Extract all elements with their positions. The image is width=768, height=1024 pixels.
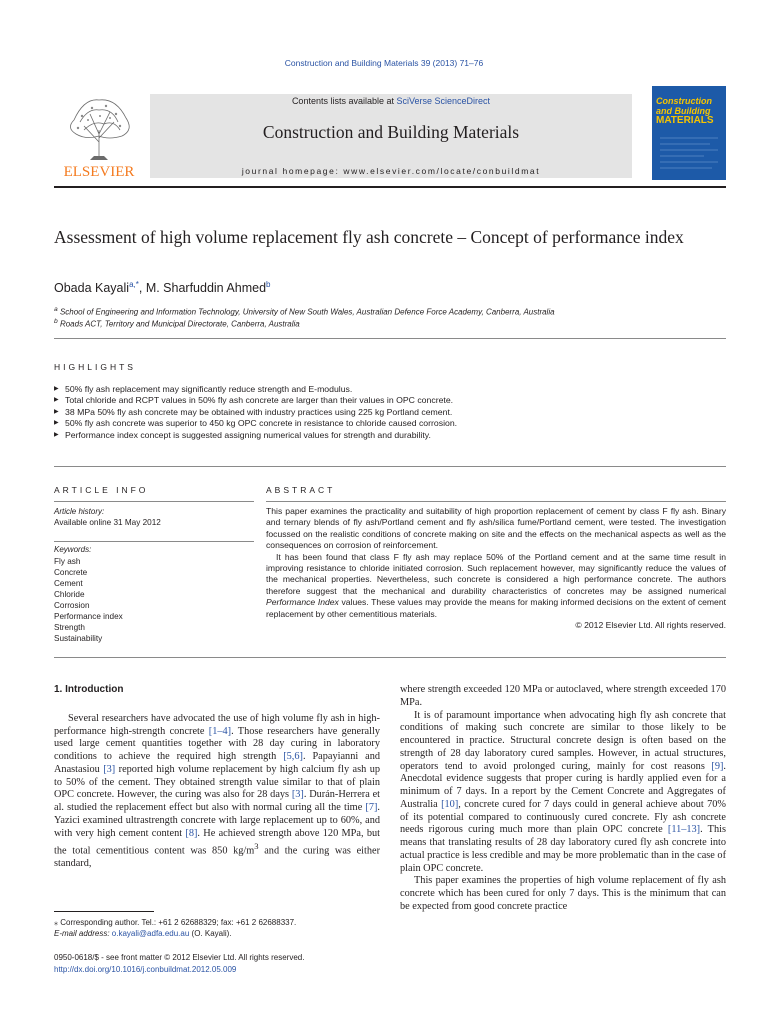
body-text: . Durán-Herrera et al. studied the replacement effect but also with normal curing all the time (54, 789, 381, 813)
body-text: It is of paramount importance when advocating high fly ash concrete that conditions of making such concrete are similar to those likely to be encountered in practice. Structural concrete design is often based on the strength of 28 day laboratory cured samples. However, in actual structures, operators tend to avoid prolonged curing, mainly for cost reasons (400, 709, 726, 772)
author-separator: , (138, 281, 146, 296)
body-text: . Yazici examined ultrastrength concrete with large replacement up to 60%, and with very high cement content (54, 802, 380, 839)
elsevier-tree-icon (54, 90, 144, 180)
highlight-item: ▶ Performance index concept is suggested assigning numerical values for strength and durability. (54, 430, 726, 441)
section-divider (54, 657, 726, 658)
affiliation-marker: b (54, 318, 58, 325)
highlight-item: ▶ 50% fly ash replacement may significantly reduce strength and E-modulus. (54, 384, 726, 395)
abstract-divider (266, 501, 726, 502)
keyword: Performance index (54, 612, 123, 621)
contents-prefix: Contents lists available at (291, 96, 397, 106)
article-history-label: Article history: (54, 507, 105, 516)
footnote-line (54, 928, 384, 939)
section-divider (54, 338, 726, 339)
body-paragraph (400, 710, 726, 876)
highlights-list (54, 384, 726, 441)
body-text: . Anecdotal evidence suggests that proper curing is hardly applied even for a minimum of 7 days. In a report by the Cement Concrete and Aggregates of Australia (400, 760, 726, 810)
author-name[interactable]: M. Sharfuddin Ahmed (145, 281, 267, 296)
affiliation (54, 318, 300, 329)
affiliation-marker: a (54, 306, 58, 313)
front-matter (54, 952, 304, 976)
cover-title-line2: and Building (656, 106, 711, 116)
abstract-paragraph (266, 552, 726, 620)
journal-cover-thumbnail[interactable] (652, 86, 726, 180)
elsevier-logo[interactable] (54, 90, 144, 180)
footnote-text: Corresponding author. Tel.: +61 2 62688329; fax: +61 2 62688337. (58, 918, 297, 927)
keyword: Sustainability (54, 634, 103, 643)
journal-masthead (54, 86, 726, 180)
keyword: Concrete (54, 568, 88, 577)
affiliation (54, 306, 555, 317)
journal-header-box (150, 94, 632, 178)
citation-link[interactable]: [5,6] (283, 751, 303, 762)
email-suffix: (O. Kayali). (189, 929, 232, 938)
affiliation-text: Roads ACT, Territory and Municipal Directorate, Canberra, Australia (59, 319, 300, 329)
article-title: Assessment of high volume replacement fly ash concrete – Concept of performance index (54, 227, 684, 247)
body-column-left (54, 684, 380, 871)
citation-link[interactable]: [1–4] (208, 725, 232, 737)
abstract-heading: ABSTRACT (266, 485, 336, 495)
body-text: and the curing was either standard, (54, 845, 381, 870)
keywords-list (54, 556, 123, 644)
keyword: Corrosion (54, 601, 90, 610)
doi-link[interactable]: http://dx.doi.org/10.1016/j.conbuildmat.2012.05.009 (54, 965, 237, 974)
keyword: Fly ash (54, 557, 81, 566)
body-text: Several researchers have advocated the use of high volume fly ash in high-performance high-strength concrete (54, 712, 380, 737)
author-name[interactable]: Obada Kayali (54, 281, 130, 296)
body-text: . Those researchers have generally used large cement quantities together with 28 day curing in laboratory conditions to achieve the required high strength (54, 725, 380, 762)
body-text: . He achieved strength above 120 MPa, but the total cementitious content was 850 kg/m (54, 827, 380, 857)
abstract-body (266, 506, 726, 631)
section-heading: 1. Introduction (54, 684, 124, 695)
citation-link[interactable]: [3] (291, 789, 304, 801)
body-text: , concrete cured for 7 days could in general achieve about 70% of its potential compared to continuously cured concrete. Fly ash concrete needs rigorous curing much more than plain OPC concrete (400, 798, 726, 836)
corresponding-author-footnote (54, 917, 384, 939)
author-affiliation-marker[interactable]: a,* (129, 280, 139, 289)
cover-texture-icon (660, 132, 718, 172)
copyright-notice: © 2012 Elsevier Ltd. All rights reserved. (575, 620, 726, 631)
citation-link[interactable]: [3] (103, 763, 116, 775)
abstract-text: It has been found that class F fly ash may replace 50% of the Portland cement and at the same time result in improving resistance to chloride initiated corrosion. Such replacement however, may significantly reduce the values of the mechanical properties. Nevertheless, such concrete is considered a high performance concrete. The authors therefore suggest that the mechanical and durability characteristics of concretes may be assigned numerical (266, 551, 726, 596)
cover-title-line3: MATERIALS (656, 115, 714, 126)
body-text: reported high volume replacement by high calcium fly ash up to 50% of the cement. They obtained strength value similar to that of plain OPC concrete. However, the curing was also for 28 days (54, 763, 380, 801)
body-paragraph: This paper examines the properties of high volume replacement of fly ash concrete which has been cured for only 7 days. This is the minimum that can be expected from good concrete practice (400, 875, 726, 912)
citation-link[interactable]: [9] (711, 760, 724, 772)
body-paragraph: where strength exceeded 120 MPa or autoclaved, where strength exceeded 170 MPa. (400, 684, 726, 708)
highlight-item: ▶ Total chloride and RCPT values in 50% fly ash concrete are larger than their values in OPC concrete. (54, 395, 726, 406)
author-affiliation-marker[interactable]: b (266, 280, 271, 289)
citation-link[interactable]: [10] (441, 798, 459, 810)
email-link[interactable]: o.kayali@adfa.edu.au (111, 929, 190, 938)
publisher-logo-text: ELSEVIER (63, 164, 135, 180)
unit-superscript: 3 (254, 841, 259, 852)
keyword: Strength (54, 623, 85, 632)
journal-name: Construction and Building Materials (262, 122, 520, 142)
abstract-text: values. These values may provide the means for making informed decisions on the extent of cement replacement by other cementitious materials. (266, 597, 726, 619)
cover-title-line1: Construction (656, 96, 712, 106)
citation-link[interactable]: [11–13] (667, 824, 701, 836)
abstract-emphasis: Performance Index (266, 597, 339, 608)
article-info-heading: ARTICLE INFO (54, 485, 149, 495)
masthead-divider (54, 186, 726, 188)
info-divider (54, 541, 254, 542)
email-label: E-mail address: (54, 929, 112, 938)
citation-link[interactable]: [8] (185, 827, 198, 839)
highlights-heading: HIGHLIGHTS (54, 362, 136, 372)
affiliation-text: School of Engineering and Information Technology, University of New South Wales, Australian Defence Force Academy, Canberra, Australia (59, 307, 555, 317)
contents-line (150, 96, 632, 106)
keyword: Cement (54, 579, 83, 588)
article-history-text: Available online 31 May 2012 (54, 518, 161, 527)
journal-homepage-link[interactable]: journal homepage: www.elsevier.com/locate/conbuildmat (241, 166, 541, 176)
body-text: . This means that translating results of 28 day laboratory cured fly ash concrete into actual practice is less credible and may be more problematic than in the case of plain OPC concrete. (400, 824, 726, 874)
abstract-paragraph: This paper examines the practicality and suitability of high proportion replacement of cement by class F fly ash. Binary and ternary blends of fly ash/Portland cement and fly ash/silica fume/Portland cement, were tested. The investigation focussed on the realistic conditions of concrete making on site and the effects on the mechanical aspects as well as the consequences on corrosion of reinforcement. (266, 506, 726, 551)
body-paragraph (54, 713, 380, 871)
sciencedirect-link[interactable]: SciVerse ScienceDirect (396, 96, 491, 106)
highlight-item: ▶ 50% fly ash concrete was superior to 450 kg OPC concrete in resistance to chloride caused corrosion. (54, 418, 726, 429)
footnote-divider (54, 911, 154, 912)
section-divider (54, 466, 726, 467)
journal-citation[interactable]: Construction and Building Materials 39 (2013) 71–76 (284, 58, 484, 68)
cover-title (656, 96, 724, 126)
keywords-label: Keywords: (54, 545, 92, 554)
footnote-line (54, 917, 384, 928)
author-list (54, 280, 270, 295)
keyword: Chloride (54, 590, 85, 599)
citation-link[interactable]: [7] (365, 802, 378, 813)
body-text: . Papayianni and Anastasiou (54, 751, 381, 775)
issn-line: 0950-0618/$ - see front matter © 2012 Elsevier Ltd. All rights reserved. (54, 953, 305, 962)
body-column-right (400, 684, 726, 914)
footnote-star: ⁎ (54, 918, 58, 927)
highlight-item: ▶ 38 MPa 50% fly ash concrete may be obtained with industry practices using 225 kg Portland cement. (54, 407, 726, 418)
info-divider (54, 501, 254, 502)
